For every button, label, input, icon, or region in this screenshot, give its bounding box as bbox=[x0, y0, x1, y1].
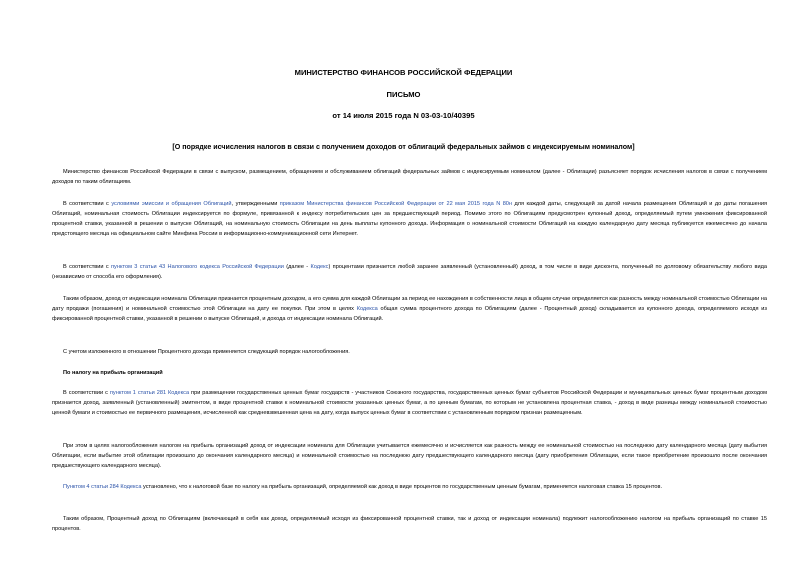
paragraph-2-text-b: , утвержденными bbox=[231, 201, 280, 207]
document-subject: [О порядке исчисления налогов в связи с получением доходов от облигаций федеральных займов с индексируемым номиналом] bbox=[172, 143, 635, 151]
link-code[interactable]: Кодекс bbox=[310, 264, 329, 270]
paragraph-4-text-a: Таким образом, доход от индексации номинала Облигации признается процентным доходом, а его сумма для каждой Облигации за период ее нахождения в собственности лица в общем случае определяется как разность между номинальной стоимостью Облигации на дату продажи (погашения) и номинальной стоимостью этой Облигации на дату ее покупки. При этом в целях bbox=[52, 296, 767, 312]
link-article-284-code[interactable]: Пунктом 4 статьи 284 Кодекса bbox=[63, 484, 142, 490]
paragraph-4 bbox=[52, 294, 767, 324]
paragraph-3-text-a: В соответствии с bbox=[63, 264, 112, 270]
paragraph-2-text-c: для каждой даты, следующей за датой начала размещения Облигаций и до даты погашения Облигаций, номинальная стоимость Облигации индексируется по формуле, привязанной к индексу потребительских цен за предшествующий период. Помимо этого по Облигациям предусмотрен купонный доход, определяемый путем умножения фиксированной процентной ставки, указанной в решении о выпуске Облигаций, на номинальную стоимость Облигации на день выплаты купонного дохода. Информация о номинальной стоимости Облигаций на каждую календарную дату месяца публикуется ежемесячно до начала предстоящего месяца на официальном сайте Минфина России в информационно-коммуникационной сети Интернет. bbox=[52, 201, 767, 237]
ministry-heading: МИНИСТЕРСТВО ФИНАНСОВ РОССИЙСКОЙ ФЕДЕРАЦИИ bbox=[294, 68, 513, 77]
paragraph-6-text-a: В соответствии с bbox=[63, 390, 110, 396]
link-minfin-order-80n[interactable]: приказом Министерства финансов Российской Федерации от 22 мая 2015 года N 80н bbox=[279, 201, 513, 207]
paragraph-7-text: При этом в целях налогообложения налогом на прибыль организаций доход от индексации номинала для Облигации учитывается ежемесячно и исчисляется как разность между ее номинальной стоимостью на последнюю дату календарного месяца (дату выбытия Облигации, если выбытие этой облигации произошло до окончания календарного месяца) и номинальной стоимостью на последнюю дату предшествующего календарного месяца (дату приобретения Облигации, если такое приобретение произошло после окончания предшествующего календарного месяца). bbox=[52, 443, 767, 469]
paragraph-6 bbox=[52, 388, 767, 418]
paragraph-7 bbox=[52, 441, 767, 471]
section-heading-profit-tax bbox=[52, 368, 767, 378]
link-article-281-code[interactable]: пунктом 1 статьи 281 Кодекса bbox=[109, 390, 190, 396]
paragraph-1 bbox=[52, 167, 767, 187]
document-type: ПИСЬМО bbox=[386, 90, 421, 99]
paragraph-6-text-b: при размещении государственных ценных бумаг государств - участников Союзного государства, государственных ценных бумаг субъектов Российской Федерации и муниципальных ценных бумаг процентным доходом признается доход, заявленный (установленный) эмитентом, в виде процентной ставки к номинальной стоимости указанных ценных бумаг, а по ценным бумагам, по которым не установлена процентная ставка, - доход в виде разницы между номинальной стоимостью ценной бумаги и стоимостью ее первичного размещения, исчисленной как средневзвешенная цена на дату, когда выпуск ценных бумаг в соответствии с установленным порядком признан размещенным. bbox=[52, 390, 768, 416]
paragraph-9-text: Таким образом, Процентный доход по Облигациям (включающий в себя как доход, определяемый исходя из фиксированной процентной ставки, так и доход от индексации номинала) подлежит налогообложению налогом на прибыль организаций по ставке 15 процентов. bbox=[52, 516, 767, 532]
paragraph-3-text-c: ) процентами признается любой заранее заявленный (установленный) доход, в том числе в виде дисконта, полученный по долговому обязательству любого вида (независимо от способа его оформления). bbox=[52, 264, 767, 280]
section-heading-text: По налогу на прибыль организаций bbox=[63, 370, 163, 376]
link-emission-conditions[interactable]: условиями эмиссии и обращения Облигаций bbox=[111, 201, 232, 207]
link-article-43-tax-code[interactable]: пунктом 3 статьи 43 Налогового кодекса Российской Федерации bbox=[111, 264, 284, 270]
paragraph-2 bbox=[52, 199, 767, 239]
link-code-2[interactable]: Кодекса bbox=[356, 306, 378, 312]
paragraph-5-text: С учетом изложенного в отношении Процентного дохода применяется следующий порядок налогообложения. bbox=[63, 349, 350, 355]
document-date-number: от 14 июля 2015 года N 03-03-10/40395 bbox=[332, 111, 475, 120]
paragraph-4-text-b: общая сумма процентного дохода по Облигациям (далее - Процентный доход) складывается из купонного дохода, определяемого исходя из фиксированной процентной ставки, указанной в решении о выпуске Облигаций, и дохода от индексации номинала Облигаций. bbox=[52, 306, 767, 322]
paragraph-1-text: Министерство финансов Российской Федерации в связи с выпуском, размещением, обращением и обслуживанием облигаций федеральных займов с индексируемым номиналом (далее - Облигации) разъясняет порядок исчисления налогов в связи с получением доходов по таким облигациям. bbox=[52, 169, 767, 185]
paragraph-2-text-a: В соответствии с bbox=[63, 201, 112, 207]
paragraph-3-text-b: (далее - bbox=[283, 264, 311, 270]
paragraph-5 bbox=[52, 347, 767, 357]
paragraph-8-text: установлено, что к налоговой базе по налогу на прибыль организаций, определяемой как доход в виде процентов по государственным ценным бумагам, применяется налоговая ставка 15 процентов. bbox=[141, 484, 663, 490]
paragraph-9 bbox=[52, 514, 767, 534]
paragraph-3 bbox=[52, 262, 767, 282]
paragraph-8 bbox=[52, 482, 767, 492]
